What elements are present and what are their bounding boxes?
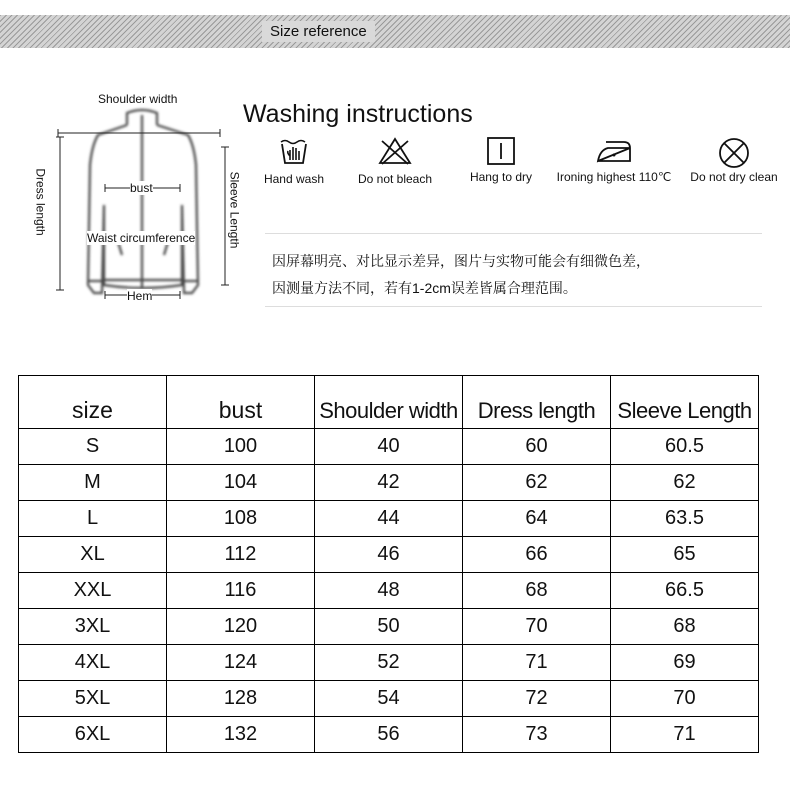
cell-sleeve-length: 62 <box>611 465 759 501</box>
cell-dress-length: 71 <box>463 645 611 681</box>
cell-bust: 108 <box>167 501 315 537</box>
hand-wash-label: Hand wash <box>263 172 325 186</box>
cell-dress-length: 64 <box>463 501 611 537</box>
notes-divider-bottom <box>265 306 762 307</box>
cell-size: 4XL <box>19 645 167 681</box>
cell-bust: 104 <box>167 465 315 501</box>
cell-sleeve-length: 66.5 <box>611 573 759 609</box>
table-row <box>19 681 759 717</box>
cell-dress-length: 73 <box>463 717 611 753</box>
wash-item-hang-to-dry <box>466 136 536 184</box>
cell-bust: 100 <box>167 429 315 465</box>
cell-sleeve-length: 65 <box>611 537 759 573</box>
cell-size: XXL <box>19 573 167 609</box>
header-bust: bust <box>167 376 315 429</box>
cell-bust: 116 <box>167 573 315 609</box>
cell-shoulder: 42 <box>315 465 463 501</box>
table-row <box>19 465 759 501</box>
wash-item-do-not-dry-clean <box>686 136 782 184</box>
header-dress-length: Dress length <box>463 376 611 429</box>
table-header-row <box>19 376 759 429</box>
jacket-outline-icon <box>30 85 245 315</box>
wash-item-do-not-bleach <box>355 136 435 186</box>
waist-label: Waist circumference <box>87 231 196 245</box>
cell-shoulder: 40 <box>315 429 463 465</box>
table-row <box>19 537 759 573</box>
cell-shoulder: 52 <box>315 645 463 681</box>
note-line: 因屏幕明亮、对比显示差异，图片与实物可能会有细微色差， <box>272 253 650 269</box>
cell-shoulder: 48 <box>315 573 463 609</box>
hang-to-dry-label: Hang to dry <box>469 170 533 184</box>
table-row <box>19 645 759 681</box>
jacket-diagram <box>30 85 245 315</box>
cell-bust: 132 <box>167 717 315 753</box>
note-line: 因测量方法不同，若有1-2cm误差皆属合理范围。 <box>272 280 577 296</box>
header-sleeve-length: Sleeve Length <box>611 376 759 429</box>
cell-bust: 120 <box>167 609 315 645</box>
dress-length-label: Dress length <box>33 168 48 236</box>
cell-size: M <box>19 465 167 501</box>
cell-sleeve-length: 68 <box>611 609 759 645</box>
cell-sleeve-length: 71 <box>611 717 759 753</box>
cell-bust: 124 <box>167 645 315 681</box>
notes-divider-top <box>265 233 762 234</box>
do-not-bleach-label: Do not bleach <box>357 172 433 186</box>
ironing-label: Ironing highest 110℃ <box>556 170 672 184</box>
do-not-bleach-icon <box>378 136 412 166</box>
cell-shoulder: 44 <box>315 501 463 537</box>
cell-dress-length: 62 <box>463 465 611 501</box>
cell-size: 3XL <box>19 609 167 645</box>
cell-shoulder: 56 <box>315 717 463 753</box>
table-row <box>19 717 759 753</box>
notes <box>272 248 650 302</box>
cell-dress-length: 60 <box>463 429 611 465</box>
hand-wash-icon <box>279 136 309 166</box>
cell-shoulder: 54 <box>315 681 463 717</box>
table-row <box>19 609 759 645</box>
table-row <box>19 501 759 537</box>
cell-bust: 128 <box>167 681 315 717</box>
cell-shoulder: 50 <box>315 609 463 645</box>
header-shoulder-width: Shoulder width <box>315 376 463 429</box>
table-row <box>19 573 759 609</box>
cell-dress-length: 72 <box>463 681 611 717</box>
shoulder-width-label: Shoulder width <box>98 92 178 106</box>
cell-bust: 112 <box>167 537 315 573</box>
header-size: size <box>19 376 167 429</box>
cell-sleeve-length: 70 <box>611 681 759 717</box>
iron-icon <box>594 136 634 166</box>
cell-dress-length: 70 <box>463 609 611 645</box>
hang-to-dry-icon <box>486 136 516 166</box>
header-banner <box>0 15 790 48</box>
table-row <box>19 429 759 465</box>
size-table <box>18 375 759 753</box>
page-title: Size reference <box>262 21 375 42</box>
cell-dress-length: 68 <box>463 573 611 609</box>
cell-size: XL <box>19 537 167 573</box>
cell-size: L <box>19 501 167 537</box>
bust-label: bust <box>130 181 153 195</box>
cell-size: 5XL <box>19 681 167 717</box>
cell-shoulder: 46 <box>315 537 463 573</box>
cell-sleeve-length: 63.5 <box>611 501 759 537</box>
cell-sleeve-length: 69 <box>611 645 759 681</box>
sleeve-length-label: Sleeve Length <box>227 171 242 249</box>
cell-sleeve-length: 60.5 <box>611 429 759 465</box>
wash-item-hand-wash <box>263 136 325 186</box>
do-not-dry-clean-label: Do not dry clean <box>690 170 778 184</box>
wash-item-ironing <box>553 136 675 184</box>
cell-size: 6XL <box>19 717 167 753</box>
cell-size: S <box>19 429 167 465</box>
cell-dress-length: 66 <box>463 537 611 573</box>
do-not-dry-clean-icon <box>717 136 751 170</box>
hem-label: Hem <box>127 289 153 303</box>
washing-title: Washing instructions <box>243 100 473 128</box>
